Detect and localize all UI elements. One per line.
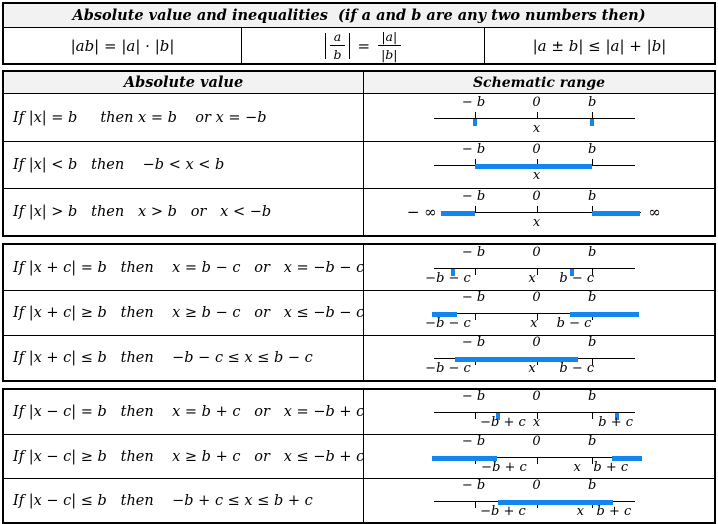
tick-label: b <box>588 189 597 204</box>
axis-line <box>434 412 635 413</box>
solution-point-marker <box>590 119 594 126</box>
table-row <box>4 335 714 380</box>
range-label: x <box>532 215 541 230</box>
diagram-cell <box>364 189 714 235</box>
axis-line <box>434 118 635 119</box>
identity-product: |ab| = |a| · |b| <box>4 28 242 63</box>
number-line-diagram <box>364 94 714 139</box>
axis-tick <box>592 112 593 118</box>
range-label: −b + c <box>480 415 526 430</box>
tick-label: − b <box>461 433 486 449</box>
identities-title: Absolute value and inequalities (if a and b are any two numbers then) <box>4 4 714 28</box>
formula-text: If |x − c| = b then x = b + c or x = −b + c <box>4 390 364 434</box>
range-label: −b + c <box>481 459 527 475</box>
range-label: x <box>532 415 541 430</box>
tick-label: 0 <box>532 477 541 493</box>
range-label: −b − c <box>425 361 471 376</box>
tick-label: b <box>588 335 597 350</box>
number-line-diagram <box>364 477 714 522</box>
infinity-label: − ∞ <box>406 203 437 221</box>
axis-line <box>434 268 635 269</box>
table-row <box>4 434 714 478</box>
axis-tick <box>537 458 538 464</box>
range-label: b + c <box>598 415 634 430</box>
axis-tick <box>475 413 476 419</box>
number-line-diagram <box>364 144 714 186</box>
solution-range-bar <box>592 211 640 216</box>
number-line-diagram <box>364 433 714 478</box>
tick-label: 0 <box>532 142 541 157</box>
diagram-cell <box>364 142 714 188</box>
formula-text: If |x − c| ≤ b then −b + c ≤ x ≤ b + c <box>4 479 364 522</box>
formula-text: If |x − c| ≥ b then x ≥ b + c or x ≤ −b + c <box>4 435 364 478</box>
number-line-diagram <box>364 244 714 289</box>
tick-label: 0 <box>532 433 541 449</box>
range-label: x <box>573 459 581 475</box>
formula-text: If |x + c| ≤ b then −b − c ≤ x ≤ b − c <box>4 336 364 380</box>
abs-x-table <box>2 70 716 237</box>
tick-label: 0 <box>532 189 541 204</box>
abs-bar <box>349 33 350 59</box>
number-line-diagram <box>364 391 714 433</box>
header-schematic-range: Schematic range <box>472 74 606 91</box>
abs-bar <box>325 33 326 59</box>
number-line-diagram <box>364 337 714 379</box>
table-row <box>4 390 714 434</box>
axis-tick <box>475 502 476 508</box>
tick-label: − b <box>461 142 486 157</box>
range-label: b − c <box>556 316 592 331</box>
axis-tick <box>475 112 476 118</box>
axis-tick <box>592 413 593 419</box>
tick-label: b <box>588 244 597 260</box>
fraction-lhs <box>330 29 344 62</box>
table-row <box>4 290 714 335</box>
fraction-denominator: b <box>333 47 342 62</box>
solution-range-bar <box>441 211 475 216</box>
range-label: −b − c <box>425 316 471 331</box>
identity-quotient <box>242 28 485 63</box>
tick-label: 0 <box>532 290 541 305</box>
diagram-cell <box>364 245 714 290</box>
formula-text: If |x| > b then x > b or x < −b <box>4 189 364 235</box>
tick-label: 0 <box>532 94 541 110</box>
range-label: x <box>528 270 536 286</box>
range-label: −b − c <box>425 270 471 286</box>
fraction-denominator: |b| <box>381 47 398 62</box>
range-label: x <box>528 361 536 376</box>
range-label: b − c <box>559 270 595 286</box>
diagram-cell <box>364 94 714 141</box>
tick-label: − b <box>461 189 486 204</box>
tick-label: b <box>588 477 597 493</box>
range-label: b − c <box>559 361 595 376</box>
axis-tick <box>537 206 538 212</box>
tick-label: b <box>588 290 597 305</box>
formula-text: If |x + c| ≥ b then x ≥ b − c or x ≤ −b − c <box>4 291 364 335</box>
fraction-rhs <box>378 29 400 62</box>
diagram-cell <box>364 390 714 434</box>
axis-tick <box>537 112 538 118</box>
range-label: b + c <box>593 459 629 475</box>
tick-label: − b <box>461 335 486 350</box>
diagram-cell <box>364 336 714 380</box>
tick-label: − b <box>461 290 486 305</box>
tick-label: 0 <box>532 335 541 350</box>
tick-label: − b <box>461 244 486 260</box>
tick-label: − b <box>461 389 486 404</box>
abs-x-plus-c-table <box>2 243 716 382</box>
number-line-diagram <box>364 292 714 334</box>
formula-text: If |x| = b then x = b or x = −b <box>4 94 364 141</box>
identity-triangle-inequality: |a ± b| ≤ |a| + |b| <box>532 36 667 55</box>
table-row <box>4 188 714 235</box>
table-row <box>4 94 714 141</box>
table-row <box>4 141 714 188</box>
tick-label: b <box>588 433 597 449</box>
tick-label: − b <box>461 477 486 493</box>
range-label: x <box>532 120 541 136</box>
table-row <box>4 245 714 290</box>
tick-label: b <box>588 142 597 157</box>
diagram-cell <box>364 435 714 478</box>
fraction-numerator: a <box>330 29 344 46</box>
identities-table <box>2 2 716 65</box>
range-label: b + c <box>596 503 632 519</box>
tick-label: b <box>588 94 597 110</box>
infinity-label: ∞ <box>648 203 661 221</box>
tick-label: 0 <box>532 244 541 260</box>
tick-label: 0 <box>532 389 541 404</box>
diagram-cell <box>364 479 714 522</box>
fraction-numerator: |a| <box>378 29 400 46</box>
solution-point-marker <box>473 119 477 126</box>
range-label: −b + c <box>480 503 526 519</box>
number-line-diagram <box>364 191 714 233</box>
axis-tick <box>475 269 476 275</box>
tick-label: − b <box>461 94 486 110</box>
range-label: x <box>530 316 538 331</box>
diagram-cell <box>364 291 714 335</box>
range-label: x <box>576 503 584 519</box>
abs-x-minus-c-table <box>2 388 716 524</box>
formula-text: If |x + c| = b then x = b − c or x = −b − c <box>4 245 364 290</box>
axis-tick <box>475 314 476 320</box>
identities-row <box>4 28 714 63</box>
tick-label: b <box>588 389 597 404</box>
formula-text: If |x| < b then −b < x < b <box>4 142 364 188</box>
equals-sign: = <box>357 36 371 55</box>
table-row <box>4 478 714 522</box>
range-label: x <box>532 168 541 183</box>
header-absolute-value: Absolute value <box>4 72 364 93</box>
axis-tick <box>537 269 538 275</box>
axis-tick <box>475 206 476 212</box>
column-headers <box>4 72 714 94</box>
axis-tick <box>592 159 593 165</box>
